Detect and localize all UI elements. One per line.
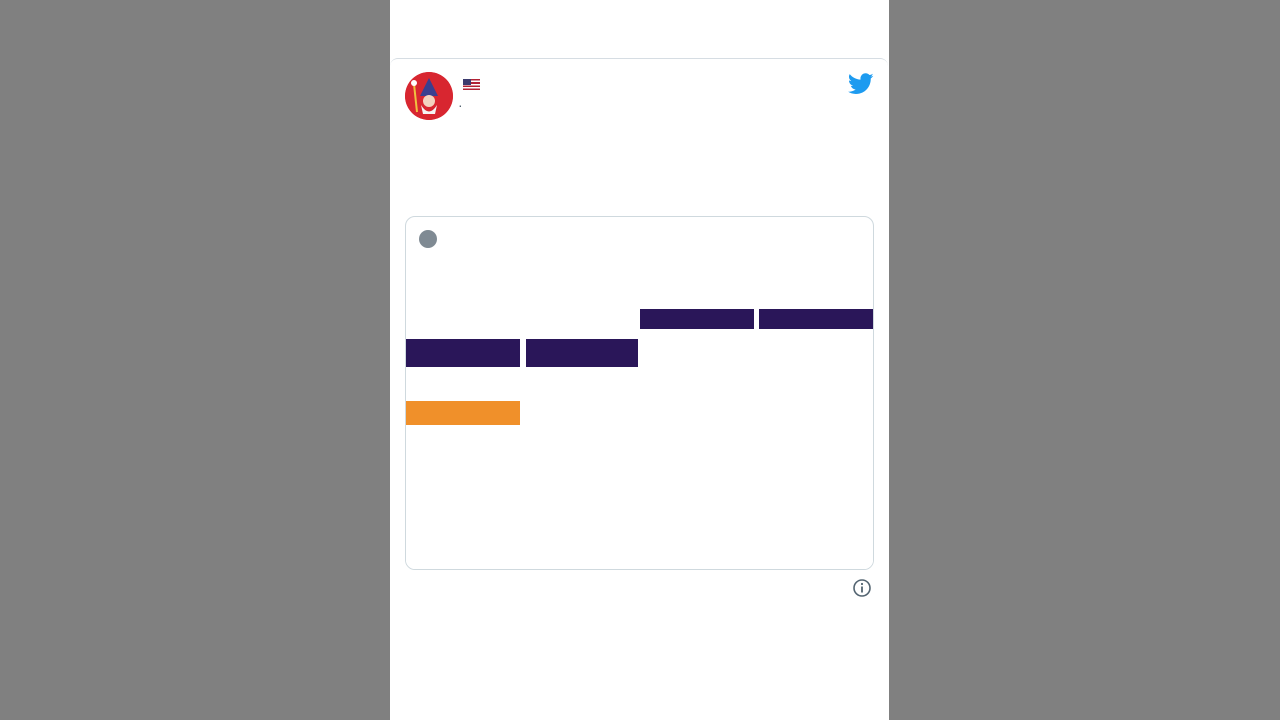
returns-header (759, 309, 873, 329)
twitter-bird-icon[interactable] (848, 73, 874, 95)
by-hour-header (640, 309, 754, 329)
party-header-bar (526, 339, 638, 367)
avatar[interactable] (405, 72, 453, 120)
content-panel (390, 0, 889, 720)
quote-user-name[interactable] (443, 231, 447, 248)
wizard-avatar-icon (405, 72, 453, 120)
right-panel-bg (638, 309, 873, 569)
quote-avatar[interactable] (419, 230, 437, 248)
info-icon[interactable] (852, 578, 872, 598)
us-flag-icon (463, 79, 480, 90)
dashboard-chart-image (406, 309, 873, 569)
table-header-bar (406, 339, 520, 367)
user-handle-row: · (458, 97, 463, 113)
embedded-tweet[interactable] (390, 58, 888, 597)
quoted-tweet[interactable] (405, 216, 874, 570)
table-highlight-row (406, 401, 520, 425)
user-name[interactable] (458, 76, 480, 93)
